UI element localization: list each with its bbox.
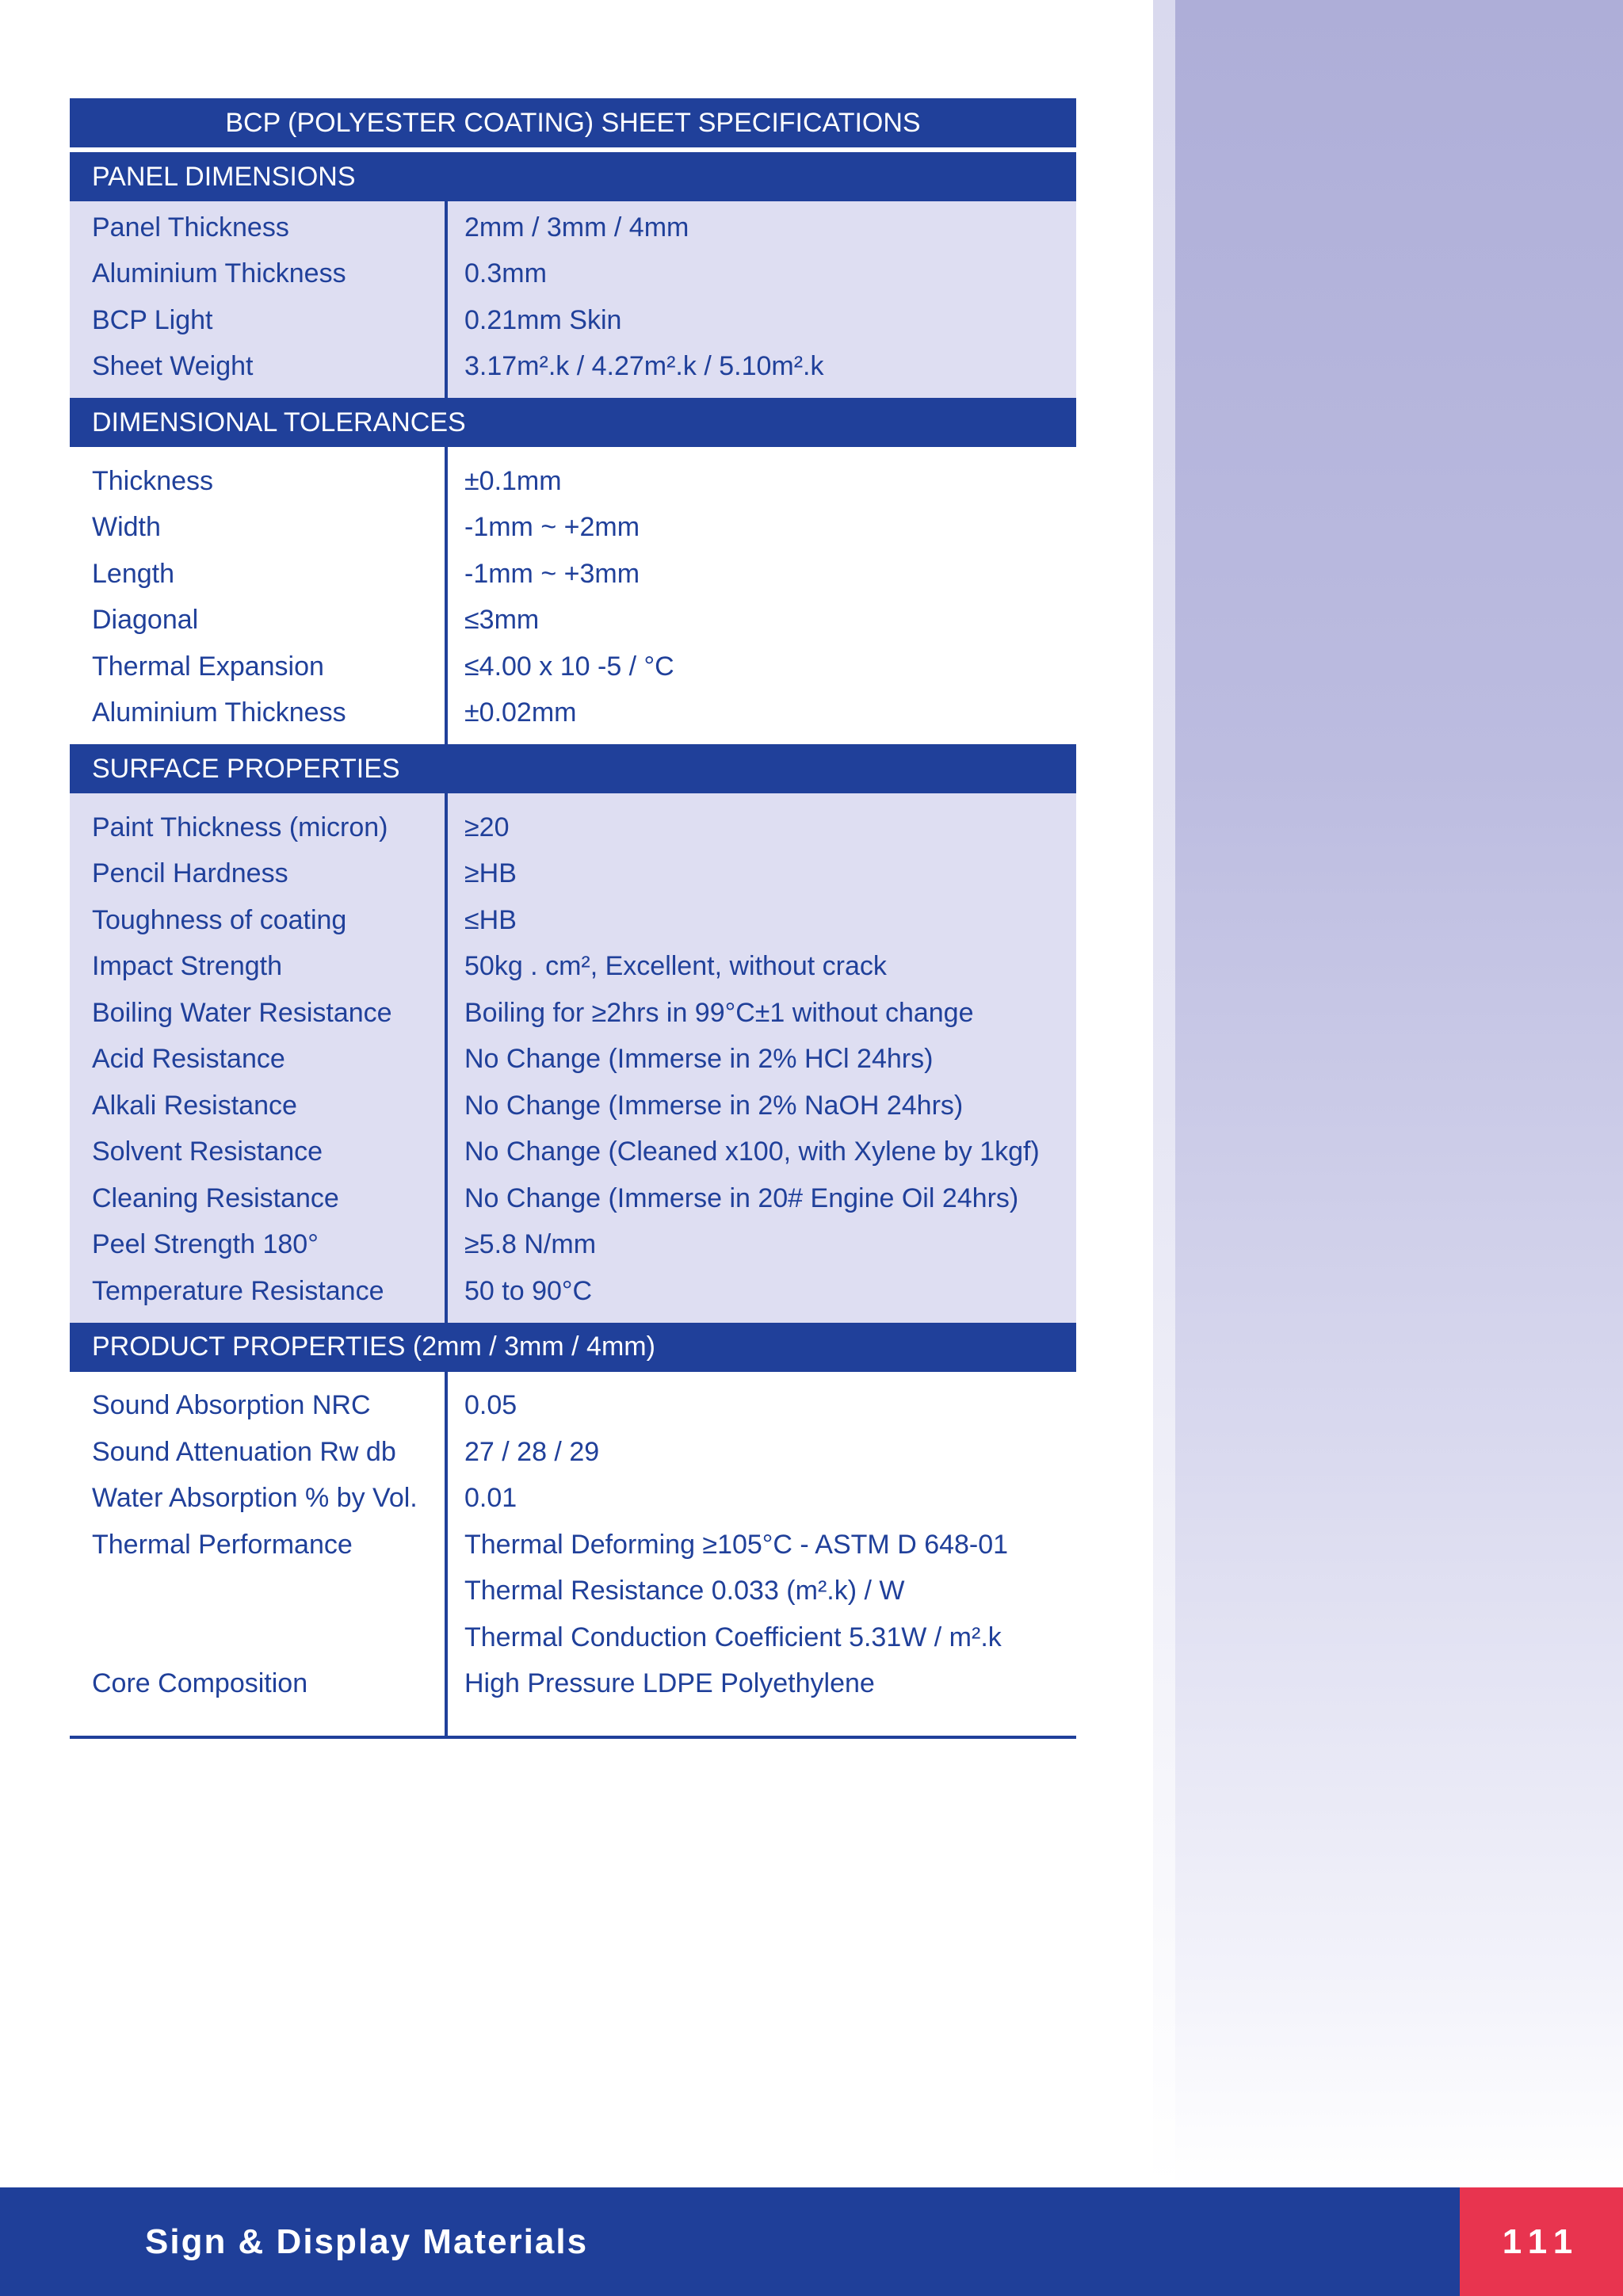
table-title: BCP (POLYESTER COATING) SHEET SPECIFICATIONS	[70, 98, 1076, 147]
section-heading-surface-properties: SURFACE PROPERTIES	[70, 744, 1076, 793]
side-gradient-band	[1153, 0, 1623, 2187]
table-row	[70, 505, 1076, 552]
table-row	[70, 690, 1076, 737]
spec-value: No Change (Cleaned x100, with Xylene by 1kgf)	[464, 1137, 1040, 1167]
spec-label: Sound Absorption NRC	[92, 1390, 371, 1421]
section-dimensional-tolerances	[70, 447, 1076, 744]
spec-value: 27 / 28 / 29	[464, 1436, 600, 1467]
spec-label: Cleaning Resistance	[92, 1182, 339, 1213]
table-bottom-rule	[70, 1736, 1076, 1739]
spec-label: Water Absorption % by Vol.	[92, 1483, 418, 1514]
table-row	[70, 1037, 1076, 1083]
section-heading-product-properties: PRODUCT PROPERTIES (2mm / 3mm / 4mm)	[70, 1323, 1076, 1372]
table-row	[70, 1568, 1076, 1615]
spec-value: 2mm / 3mm / 4mm	[464, 212, 689, 243]
spec-label: Width	[92, 512, 161, 543]
spec-label: Aluminium Thickness	[92, 697, 346, 728]
spec-value: ≥20	[464, 812, 510, 842]
table-row	[70, 551, 1076, 598]
spec-value: 0.21mm Skin	[464, 304, 622, 335]
spec-label: Sheet Weight	[92, 351, 254, 382]
section-surface-properties	[70, 793, 1076, 1323]
table-row	[70, 1268, 1076, 1315]
table-row	[70, 1661, 1076, 1708]
spec-value: 50kg . cm², Excellent, without crack	[464, 951, 887, 982]
table-row	[70, 297, 1076, 344]
spec-label: Impact Strength	[92, 951, 283, 982]
spec-value: -1mm ~ +2mm	[464, 512, 640, 543]
page-number: 111	[1460, 2187, 1623, 2296]
spec-value: ≤4.00 x 10 -5 / °C	[464, 651, 674, 682]
section-heading-panel-dimensions: PANEL DIMENSIONS	[70, 152, 1076, 201]
spec-value: 50 to 90°C	[464, 1275, 593, 1306]
table-row	[70, 1476, 1076, 1522]
spec-value: No Change (Immerse in 2% HCl 24hrs)	[464, 1044, 934, 1075]
spec-label: Core Composition	[92, 1668, 308, 1699]
spec-value: 0.05	[464, 1390, 517, 1421]
section-product-properties	[70, 1372, 1076, 1736]
spec-label: Acid Resistance	[92, 1044, 285, 1075]
spec-label: Temperature Resistance	[92, 1275, 384, 1306]
spec-value: High Pressure LDPE Polyethylene	[464, 1668, 875, 1699]
spec-label: Diagonal	[92, 605, 199, 636]
table-row	[70, 458, 1076, 505]
spec-value: ±0.1mm	[464, 465, 562, 496]
spec-label: BCP Light	[92, 304, 213, 335]
spec-table	[70, 98, 1076, 1739]
spec-label: Thickness	[92, 465, 214, 496]
spec-value: Boiling for ≥2hrs in 99°C±1 without change	[464, 997, 974, 1028]
table-row	[70, 897, 1076, 944]
spec-value: 3.17m².k / 4.27m².k / 5.10m².k	[464, 351, 824, 382]
table-row	[70, 1222, 1076, 1269]
spec-value: ≥5.8 N/mm	[464, 1229, 597, 1260]
spec-label: Thermal Expansion	[92, 651, 324, 682]
spec-value: Thermal Resistance 0.033 (m².k) / W	[464, 1576, 905, 1606]
spec-value: Thermal Deforming ≥105°C - ASTM D 648-01	[464, 1529, 1009, 1560]
table-row	[70, 804, 1076, 851]
table-row	[70, 1083, 1076, 1129]
table-row	[70, 990, 1076, 1037]
spec-label: Toughness of coating	[92, 904, 347, 935]
side-band-edge	[1153, 0, 1175, 2187]
table-row	[70, 251, 1076, 298]
spec-value: No Change (Immerse in 2% NaOH 24hrs)	[464, 1090, 964, 1121]
table-row	[70, 204, 1076, 251]
spec-value: ≤3mm	[464, 605, 540, 636]
spec-label: Boiling Water Resistance	[92, 997, 392, 1028]
table-row	[70, 1522, 1076, 1568]
section-panel-dimensions	[70, 201, 1076, 398]
section-heading-dimensional-tolerances: DIMENSIONAL TOLERANCES	[70, 398, 1076, 447]
spec-value: Thermal Conduction Coefficient 5.31W / m².k	[464, 1622, 1002, 1652]
spec-label: Aluminium Thickness	[92, 258, 346, 289]
table-row	[70, 1614, 1076, 1661]
spec-value: ±0.02mm	[464, 697, 577, 728]
spec-label: Thermal Performance	[92, 1529, 353, 1560]
spec-label: Length	[92, 558, 174, 589]
spec-value: 0.01	[464, 1483, 517, 1514]
spec-label: Sound Attenuation Rw db	[92, 1436, 396, 1467]
spec-value: ≤HB	[464, 904, 517, 935]
table-row	[70, 1175, 1076, 1222]
spec-label: Solvent Resistance	[92, 1137, 323, 1167]
spec-label: Panel Thickness	[92, 212, 289, 243]
spec-value: 0.3mm	[464, 258, 547, 289]
spec-value: ≥HB	[464, 858, 517, 889]
spec-label: Peel Strength 180°	[92, 1229, 319, 1260]
spec-value: -1mm ~ +3mm	[464, 558, 640, 589]
table-row	[70, 344, 1076, 391]
spec-label: Alkali Resistance	[92, 1090, 297, 1121]
spec-label: Pencil Hardness	[92, 858, 288, 889]
spec-value: No Change (Immerse in 20# Engine Oil 24hrs)	[464, 1182, 1019, 1213]
table-row	[70, 598, 1076, 644]
table-row	[70, 1129, 1076, 1176]
table-row	[70, 644, 1076, 690]
table-row	[70, 1383, 1076, 1430]
table-row	[70, 944, 1076, 991]
footer-bar	[0, 2187, 1623, 2296]
spec-label: Paint Thickness (micron)	[92, 812, 388, 842]
footer-title: Sign & Display Materials	[145, 2222, 589, 2261]
table-row	[70, 1429, 1076, 1476]
table-row	[70, 851, 1076, 898]
